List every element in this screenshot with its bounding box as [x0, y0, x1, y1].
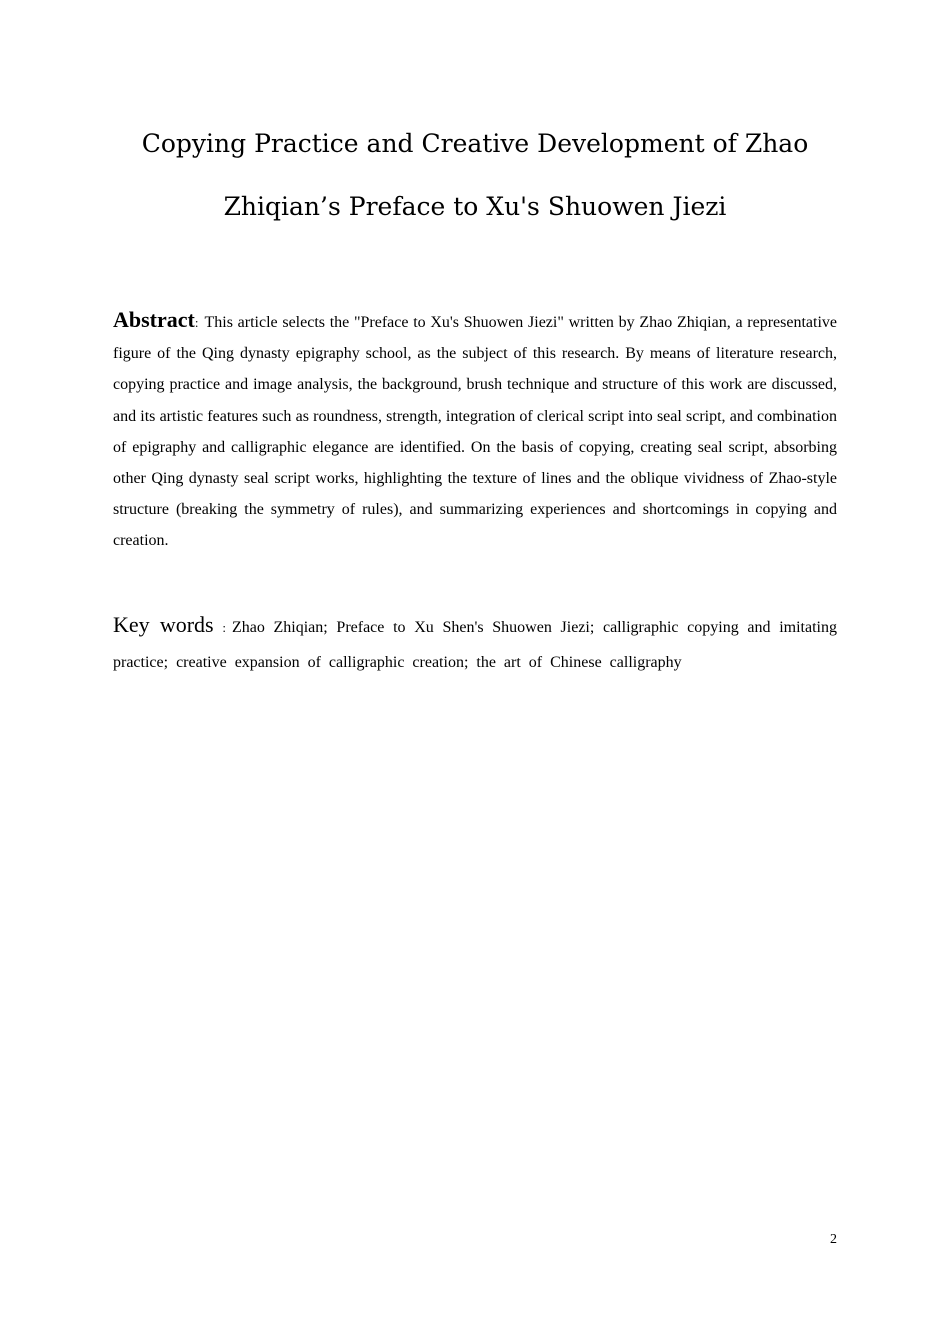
- abstract-colon: :: [194, 315, 199, 330]
- abstract-paragraph: [113, 304, 837, 557]
- abstract-label: Abstract: [113, 307, 195, 332]
- paper-title-line-2: Zhiqian’s Preface to Xu's Shuowen Jiezi: [223, 192, 727, 221]
- keywords-colon: :: [222, 620, 226, 635]
- keywords-text: Zhao Zhiqian; Preface to Xu Shen's Shuowen Jiezi; calligraphic copying and imitating practice; creative expansion of calligraphic creation; the art of Chinese calligraphy: [113, 619, 837, 671]
- keywords-paragraph: [113, 607, 837, 680]
- paper-title: [113, 112, 837, 238]
- paper-title-line-1: Copying Practice and Creative Development of Zhao: [141, 129, 809, 158]
- page-number: 2: [830, 1232, 837, 1247]
- keywords-label: Key words: [113, 612, 214, 637]
- abstract-text: This article selects the "Preface to Xu's Shuowen Jiezi" written by Zhao Zhiqian, a representative figure of the Qing dynasty epigraphy school, as the subject of this research. By means of literature research, copying practice and image analysis, the background, brush technique and structure of this work are discussed, and its artistic features such as roundness, strength, integration of clerical script into seal script, and combination of epigraphy and calligraphic elegance are identified. On the basis of copying, creating seal script, absorbing other Qing dynasty seal script works, highlighting the texture of lines and the oblique vividness of Zhao-style structure (breaking the symmetry of rules), and summarizing experiences and shortcomings in copying and creation.: [113, 314, 837, 550]
